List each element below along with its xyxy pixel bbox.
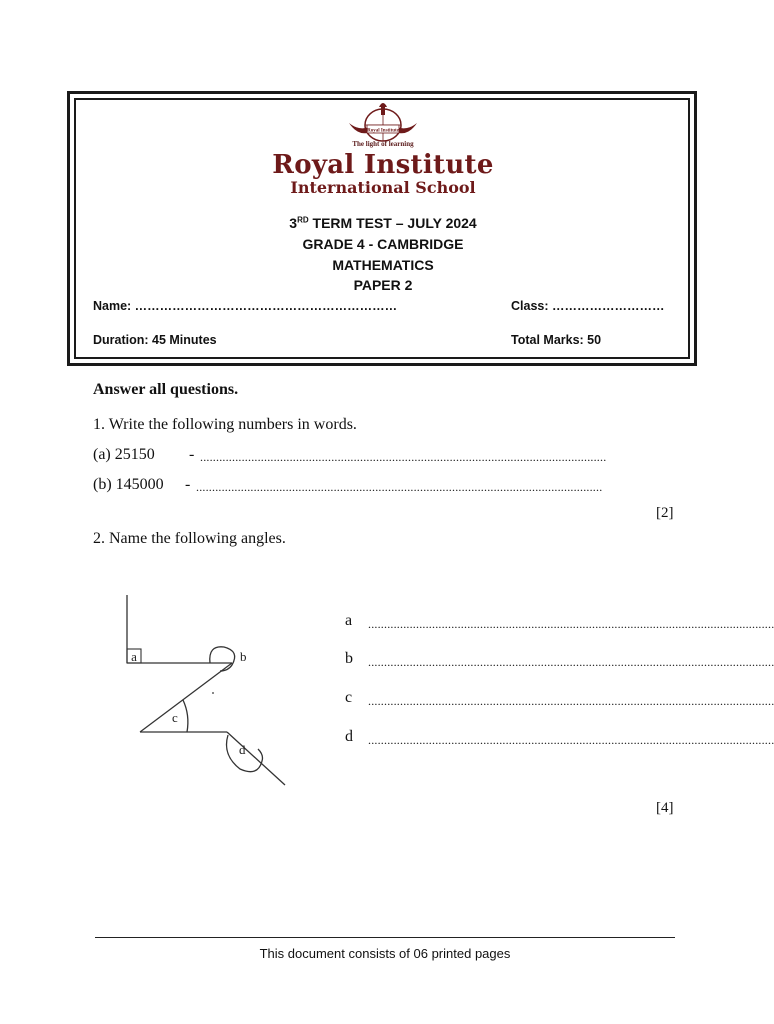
term-rest: TERM TEST – JULY 2024 — [308, 215, 477, 231]
answer-c-label: c — [345, 689, 353, 706]
school-tagline: The light of learning — [352, 140, 414, 148]
angle-arc-b — [210, 647, 235, 671]
answer-c-line[interactable]: ............................................................................................................................... — [368, 694, 774, 708]
term-number: 3 — [289, 215, 298, 231]
subject-title: MATHEMATICS — [332, 257, 434, 273]
label-b: b — [240, 649, 247, 664]
term-suffix: RD — [297, 215, 309, 225]
total-marks-label: Total Marks: 50 — [511, 333, 602, 347]
angles-diagram — [100, 585, 320, 795]
term-title — [200, 215, 566, 231]
q1a-label: (a) 25150 — [93, 446, 155, 463]
answer-d-label: d — [345, 728, 353, 745]
label-a: a — [131, 649, 137, 664]
footer-text: This document consists of 06 printed pages — [259, 946, 511, 961]
q1-marks: [2] — [656, 505, 674, 521]
q1b-dash: - — [185, 476, 191, 493]
logo-text: Royal Institute — [367, 128, 399, 134]
answer-b-label: b — [345, 650, 353, 667]
school-subtitle: International School — [290, 178, 476, 197]
q1a-answer-line[interactable]: ............................................................................................................................... — [200, 450, 607, 464]
school-name: Royal Institute — [272, 150, 494, 180]
diagram-line — [227, 732, 285, 785]
answer-a-line[interactable]: ............................................................................................................................... — [368, 617, 774, 631]
name-field[interactable]: Name: ……………………………………………………… — [93, 299, 398, 313]
q1b-answer-line[interactable]: ............................................................................................................................... — [196, 480, 603, 494]
footer-divider — [95, 937, 675, 938]
class-field[interactable]: Class: ……………………… — [511, 299, 665, 313]
angle-arc-c — [183, 700, 188, 732]
duration-label: Duration: 45 Minutes — [93, 333, 217, 347]
grade-title: GRADE 4 - CAMBRIDGE — [302, 236, 464, 252]
q1b-label: (b) 145000 — [93, 476, 164, 493]
diagram-line — [140, 663, 232, 732]
q2-prompt: 2. Name the following angles. — [93, 530, 286, 547]
stray-dot — [212, 692, 214, 694]
instructions: Answer all questions. — [93, 381, 239, 398]
q1-prompt: 1. Write the following numbers in words. — [93, 416, 357, 433]
answer-b-line[interactable]: ............................................................................................................................... — [368, 655, 774, 669]
label-c: c — [172, 710, 178, 725]
answer-d-line[interactable]: ............................................................................................................................... — [368, 733, 774, 747]
label-d: d — [239, 742, 246, 757]
q1a-dash: - — [189, 446, 195, 463]
paper-title: PAPER 2 — [353, 277, 413, 293]
answer-a-label: a — [345, 612, 353, 629]
q2-marks: [4] — [656, 800, 674, 816]
